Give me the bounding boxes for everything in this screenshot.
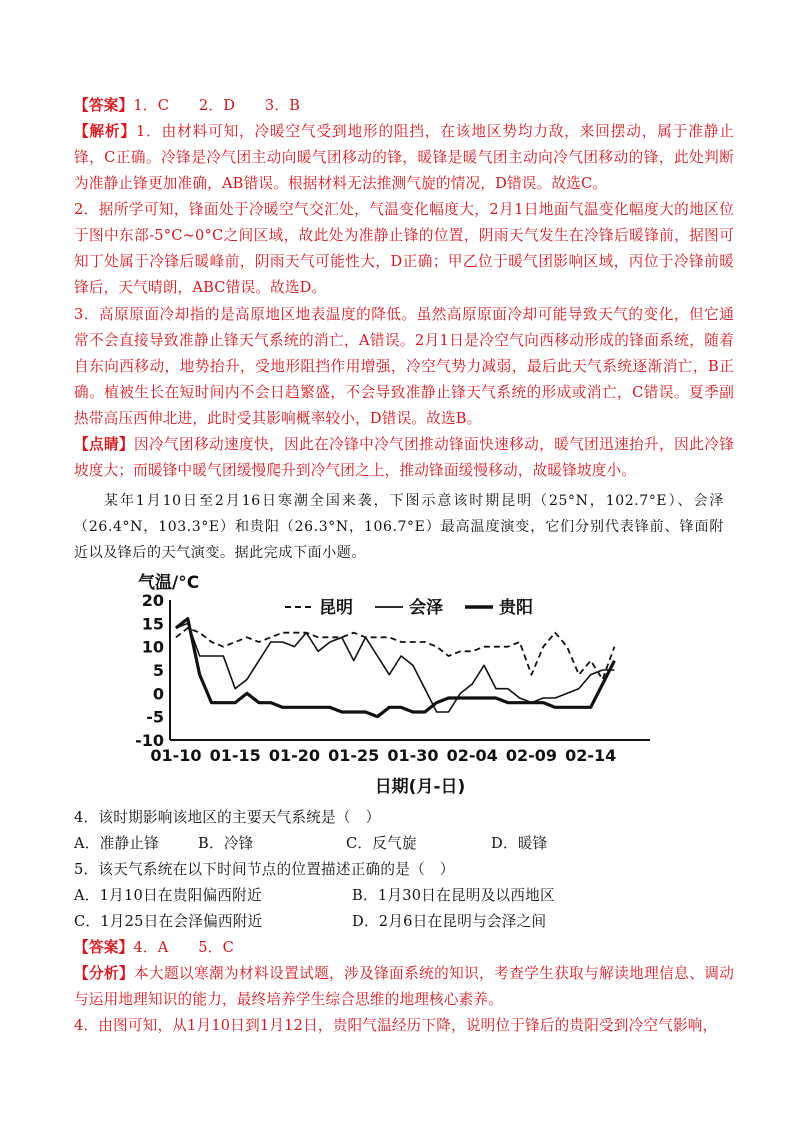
q5-option-b: B．1月30日在昆明及以西地区: [352, 887, 555, 904]
x-tick-label: 02-09: [505, 746, 558, 765]
answer-text-2: 4．A 5．C: [133, 939, 235, 956]
x-tick-label: 01-25: [328, 746, 380, 765]
answer-text: 1．C 2．D 3．B: [133, 97, 301, 114]
answer-tag-2: 【答案】: [74, 939, 134, 956]
question-5: 5．该天气系统在以下时间节点的位置描述正确的是（ ）: [74, 861, 455, 878]
material-intro: 某年1月10日至2月16日寒潮全国来袭，下图示意该时期昆明（25°N，102.7°E）、会泽（26.4°N，103.3°E）和贵阳（26.3°N，106.7°E）最高温度演变，它们分别代表锋前、锋面附近以及锋后的天气演变。据此完成下面小题。: [74, 493, 724, 561]
x-tick-label: 01-15: [209, 746, 261, 765]
x-tick-label: 01-20: [268, 746, 321, 765]
x-tick-labels: [150, 746, 616, 765]
chart-legend: [285, 597, 533, 618]
y-tick-label: 15: [141, 614, 164, 634]
question-4-options: [74, 834, 547, 854]
question-5-options-row1: [74, 886, 555, 906]
y-tick-label: -10: [135, 731, 164, 750]
tip-text: 因冷气团移动速度快，因此在冷锋中冷气团推动锋面快速移动，暖气团迅速抬升，因此冷锋坡度大；而暖锋中暖气团缓慢爬升到冷气团之上，推动锋面缓慢移动，故暖锋坡度小。: [74, 436, 734, 479]
y-tick-label: 20: [141, 591, 164, 610]
tip-paragraph: [74, 432, 734, 484]
y-tick-labels: [135, 591, 164, 750]
q5-option-d: D．2月6日在昆明与会泽之间: [352, 913, 547, 930]
legend-label: 贵阳: [499, 598, 533, 618]
temperature-chart: [130, 570, 690, 800]
y-tick-label: -5: [146, 707, 164, 727]
analysis-p1: 1．由材料可知，冷暖空气受到地形的阻挡，在该地区势均力敌，来回摆动，属于准静止锋，C正确。冷锋是冷气团主动向暖气团移动的锋，暖锋是暖气团主动向冷气团移动的锋，此处判断为准静止锋更加准确，AB错误。根据材料无法推测气旋的情况，D错误。故选C。: [74, 123, 734, 192]
analysis-tag: 【解析】: [74, 123, 136, 140]
fenxi-tag: 【分析】: [74, 965, 135, 982]
q4-option-a: A．准静止锋: [74, 835, 160, 852]
question-4: 4．该时期影响该地区的主要天气系统是（ ）: [74, 809, 381, 826]
fenxi-text: 本大题以寒潮为材料设置试题，涉及锋面系统的知识，考查学生获取与解读地理信息、调动与运用地理知识的能力，最终培养学生综合思维的地理核心素养。: [74, 965, 734, 1008]
answer-tag: 【答案】: [74, 97, 134, 114]
series-lines: [176, 619, 615, 717]
answer-line-1: [74, 96, 300, 116]
analysis-paragraph-3: 3．高原原面冷却指的是高原地区地表温度的降低。虽然高原原面冷却可能导致天气的变化，但它通常不会直接导致准静止锋天气系统的消亡，A错误。2月1日是冷空气向西移动形成的锋面系统，随着自东向西移动，地势抬升，受地形阻挡作用增强，冷空气势力减弱，最后此天气系统逐渐消亡，B正确。植被生长在短时间内不会日趋繁盛，不会导致准静止锋天气系统的形成或消亡，C错误。夏季副热带高压西伸北进，此时受其影响概率较小，D错误。故选B。: [74, 306, 734, 427]
y-axis-label: 气温/°C: [138, 573, 200, 593]
x-tick-label: 01-30: [387, 746, 439, 765]
series-line-贵阳: [176, 619, 615, 717]
question-5-options-row2: [74, 912, 546, 932]
y-tick-label: 0: [152, 684, 164, 704]
q5-option-a: A．1月10日在贵阳偏西附近: [74, 887, 262, 904]
x-axis-label: 日期(月-日): [374, 777, 466, 797]
legend-label: 昆明: [319, 598, 353, 618]
answer-line-2: [74, 938, 234, 958]
chart-axes: [170, 600, 650, 740]
q5-option-c: C．1月25日在会泽偏西附近: [74, 913, 263, 930]
tip-tag: 【点睛】: [74, 436, 135, 453]
x-tick-label: 02-14: [565, 746, 617, 765]
x-tick-label: 01-10: [150, 746, 202, 765]
legend-label: 会泽: [409, 598, 443, 618]
q4-option-d: D．暖锋: [491, 835, 548, 852]
fenxi-paragraph: [74, 961, 734, 1013]
analysis-paragraph-4: 4．由图可知，从1月10日到1月12日，贵阳气温经历下降，说明位于锋后的贵阳受到冷空气影响，: [74, 1017, 718, 1034]
q4-option-c: C．反气旋: [346, 835, 417, 852]
series-line-昆明: [176, 628, 615, 679]
x-tick-label: 02-04: [446, 746, 498, 765]
y-tick-label: 10: [141, 637, 164, 657]
analysis-paragraph-2: 2．据所学可知，锋面处于冷暖空气交汇处，气温变化幅度大，2月1日地面气温变化幅度大的地区位于图中东部-5°C~0°C之间区域，故此处为准静止锋的位置，阴雨天气发生在冷锋后暖锋前，据图可知丁处属于冷锋后暖峰前，阴雨天气可能性大，D正确；甲乙位于暖气团影响区域，丙位于冷锋前暖锋后，天气晴朗，ABC错误。故选D。: [74, 201, 734, 296]
analysis-paragraph-1: [74, 119, 734, 197]
q4-option-b: B．冷锋: [198, 835, 254, 852]
y-tick-label: 5: [152, 661, 164, 680]
